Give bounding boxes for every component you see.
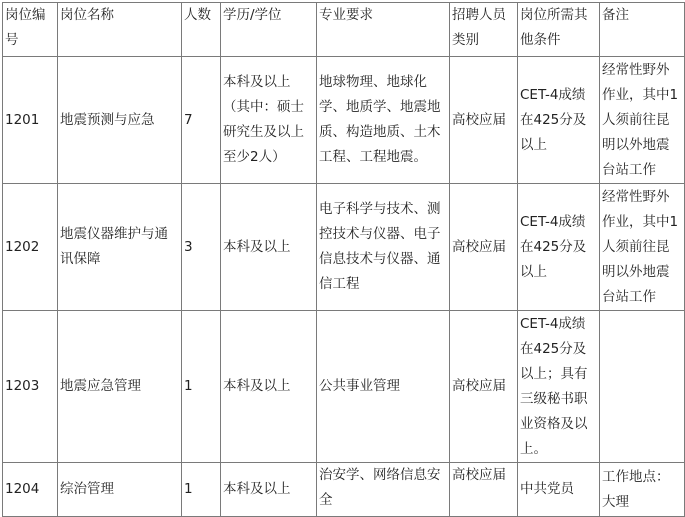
cell-education: 本科及以上 bbox=[221, 184, 317, 311]
cell-conditions: 中共党员 bbox=[518, 463, 600, 517]
job-table bbox=[2, 2, 685, 517]
cell-name: 地震预测与应急 bbox=[58, 57, 182, 184]
cell-conditions: CET-4成绩在425分及以上 bbox=[518, 57, 600, 184]
cell-source: 高校应届 bbox=[450, 184, 518, 311]
table-row bbox=[3, 311, 685, 463]
header-conditions: 岗位所需其他条件 bbox=[518, 3, 600, 57]
header-code: 岗位编号 bbox=[3, 3, 58, 57]
table-row bbox=[3, 57, 685, 184]
cell-name: 地震应急管理 bbox=[58, 311, 182, 463]
cell-remarks bbox=[600, 311, 685, 463]
cell-remarks: 经常性野外作业，其中1人须前往昆明以外地震台站工作 bbox=[600, 184, 685, 311]
header-remarks: 备注 bbox=[600, 3, 685, 57]
cell-major: 公共事业管理 bbox=[317, 311, 450, 463]
header-count: 人数 bbox=[182, 3, 221, 57]
cell-code: 1203 bbox=[3, 311, 58, 463]
cell-name: 地震仪器维护与通讯保障 bbox=[58, 184, 182, 311]
cell-count: 3 bbox=[182, 184, 221, 311]
header-education: 学历/学位 bbox=[221, 3, 317, 57]
cell-conditions: CET-4成绩在425分及以上 bbox=[518, 184, 600, 311]
table-row bbox=[3, 463, 685, 517]
cell-major: 电子科学与技术、测控技术与仪器、电子信息技术与仪器、通信工程 bbox=[317, 184, 450, 311]
header-row bbox=[3, 3, 685, 57]
cell-education: 本科及以上（其中：硕士研究生及以上至少2人） bbox=[221, 57, 317, 184]
cell-source: 高校应届 bbox=[450, 311, 518, 463]
cell-code: 1201 bbox=[3, 57, 58, 184]
cell-source-text: 高校应届 bbox=[452, 467, 506, 483]
header-name: 岗位名称 bbox=[58, 3, 182, 57]
cell-major: 地球物理、地球化学、地质学、地震地质、构造地质、土木工程、工程地震。 bbox=[317, 57, 450, 184]
cell-remarks: 工作地点：大理 bbox=[600, 463, 685, 517]
header-major: 专业要求 bbox=[317, 3, 450, 57]
cell-code: 1202 bbox=[3, 184, 58, 311]
cell-count: 1 bbox=[182, 463, 221, 517]
table-row bbox=[3, 184, 685, 311]
cell-remarks: 经常性野外作业，其中1人须前往昆明以外地震台站工作 bbox=[600, 57, 685, 184]
cell-code: 1204 bbox=[3, 463, 58, 517]
cell-major bbox=[317, 463, 450, 517]
cell-count: 1 bbox=[182, 311, 221, 463]
cell-education: 本科及以上 bbox=[221, 311, 317, 463]
header-source: 招聘人员类别 bbox=[450, 3, 518, 57]
cell-education: 本科及以上 bbox=[221, 463, 317, 517]
cell-source bbox=[450, 463, 518, 517]
cell-name: 综治管理 bbox=[58, 463, 182, 517]
cell-count: 7 bbox=[182, 57, 221, 184]
cell-major-text: 治安学、网络信息安全 bbox=[319, 467, 441, 508]
cell-source: 高校应届 bbox=[450, 57, 518, 184]
cell-conditions: CET-4成绩在425分及以上；具有三级秘书职业资格及以上。 bbox=[518, 311, 600, 463]
